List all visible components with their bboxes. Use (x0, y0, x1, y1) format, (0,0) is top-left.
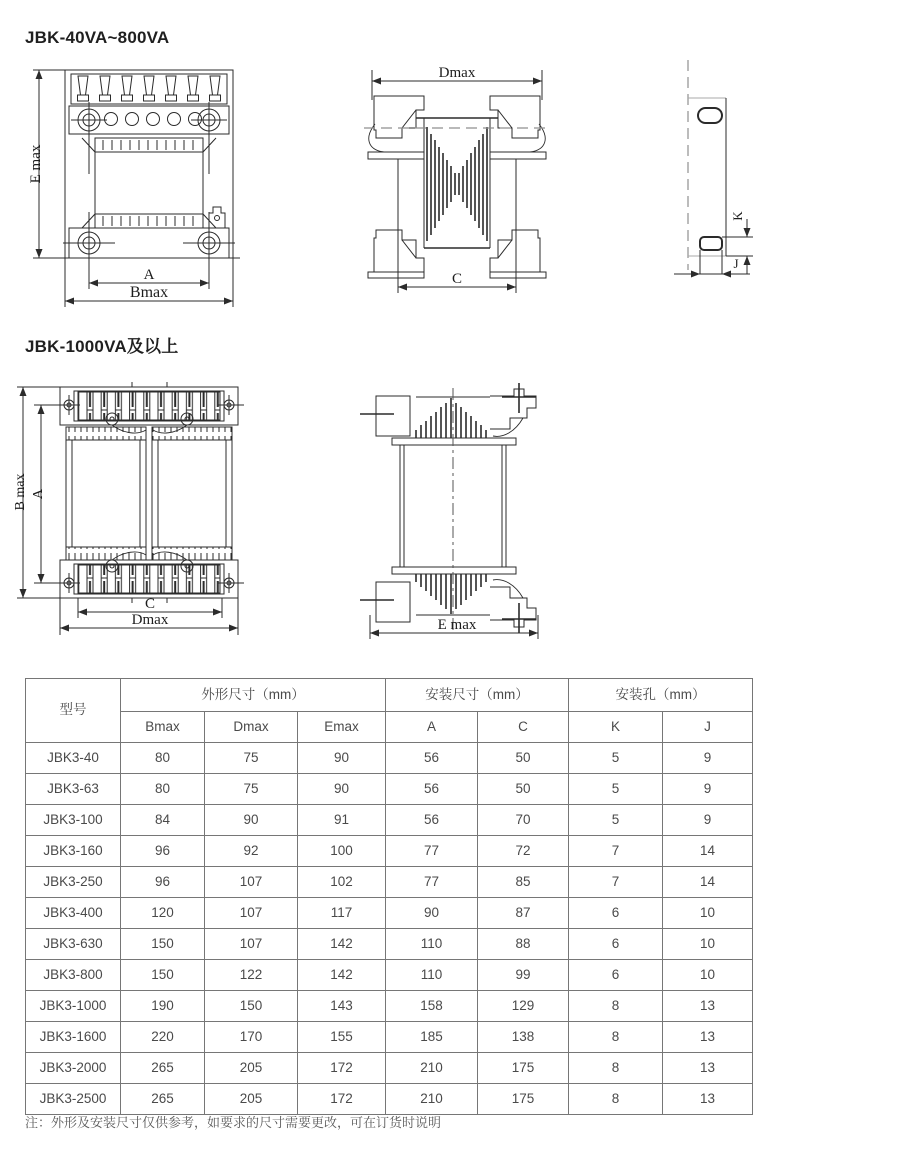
value-cell: 70 (478, 805, 569, 836)
value-cell: 6 (569, 929, 663, 960)
clamp-bracket (490, 587, 536, 627)
value-cell: 158 (386, 991, 478, 1022)
value-cell: 138 (478, 1022, 569, 1053)
value-cell: 170 (205, 1022, 298, 1053)
dim-label-dmax: Dmax (131, 612, 169, 628)
model-cell: JBK3-160 (26, 836, 121, 867)
value-cell: 14 (663, 867, 753, 898)
col-bmax: Bmax (121, 712, 205, 743)
table-row (26, 1053, 753, 1084)
core-clamp (490, 230, 540, 272)
drawing-front-view-small (25, 62, 240, 310)
value-cell: 265 (121, 1084, 205, 1115)
value-cell: 85 (478, 867, 569, 898)
drawing-side-view-large (356, 382, 551, 642)
spec-table (25, 678, 753, 1115)
dim-label-j: J (733, 256, 739, 271)
value-cell: 205 (205, 1053, 298, 1084)
value-cell: 13 (663, 1084, 753, 1115)
table-row (26, 805, 753, 836)
value-cell: 90 (205, 805, 298, 836)
value-cell: 56 (386, 743, 478, 774)
dim-label-emax: E max (28, 144, 44, 184)
value-cell: 91 (298, 805, 386, 836)
value-cell: 100 (298, 836, 386, 867)
coil-winding-hatch (416, 574, 486, 614)
value-cell: 210 (386, 1084, 478, 1115)
value-cell: 110 (386, 960, 478, 991)
spec-table-body (26, 743, 753, 1115)
value-cell: 96 (121, 867, 205, 898)
model-cell: JBK3-1600 (26, 1022, 121, 1053)
section-title-large-range: JBK-1000VA及以上 (25, 337, 179, 356)
value-cell: 56 (386, 805, 478, 836)
dim-label-c: C (144, 596, 156, 612)
value-cell: 72 (478, 836, 569, 867)
value-cell: 6 (569, 898, 663, 929)
terminal-posts (78, 392, 220, 420)
model-cell: JBK3-2000 (26, 1053, 121, 1084)
spec-table-head (26, 679, 753, 743)
table-row (26, 743, 753, 774)
table-row (26, 898, 753, 929)
coil-winding-hatch (416, 398, 486, 438)
value-cell: 6 (569, 960, 663, 991)
value-cell: 205 (205, 1084, 298, 1115)
value-cell: 142 (298, 960, 386, 991)
value-cell: 220 (121, 1022, 205, 1053)
value-cell: 10 (663, 960, 753, 991)
table-row (26, 1022, 753, 1053)
terminal-pins (78, 76, 221, 101)
value-cell: 13 (663, 1053, 753, 1084)
value-cell: 50 (478, 774, 569, 805)
table-row (26, 1084, 753, 1115)
clamp-block (376, 396, 410, 436)
value-cell: 102 (298, 867, 386, 898)
clamp-block (376, 582, 410, 622)
value-cell: 9 (663, 743, 753, 774)
table-row (26, 867, 753, 898)
value-cell: 142 (298, 929, 386, 960)
header-model: 型号 (26, 679, 121, 743)
value-cell: 77 (386, 867, 478, 898)
table-row (26, 929, 753, 960)
dim-label-bmax: Bmax (129, 284, 169, 301)
value-cell: 129 (478, 991, 569, 1022)
value-cell: 150 (121, 929, 205, 960)
table-row (26, 991, 753, 1022)
table-row (26, 836, 753, 867)
drawing-side-view-small (362, 66, 552, 298)
value-cell: 80 (121, 743, 205, 774)
col-dmax: Dmax (205, 712, 298, 743)
value-cell: 99 (478, 960, 569, 991)
value-cell: 150 (121, 960, 205, 991)
value-cell: 185 (386, 1022, 478, 1053)
value-cell: 210 (386, 1053, 478, 1084)
footnote: 注：外形及安装尺寸仅供参考，如要求的尺寸需要更改，可在订货时说明 (25, 1115, 442, 1130)
col-k: K (569, 712, 663, 743)
value-cell: 150 (205, 991, 298, 1022)
value-cell: 10 (663, 898, 753, 929)
value-cell: 13 (663, 1022, 753, 1053)
drawing-front-view-large (12, 382, 252, 642)
header-hole-dims: 安装孔（mm） (569, 679, 753, 712)
model-cell: JBK3-630 (26, 929, 121, 960)
dim-label-k: K (730, 211, 745, 221)
col-j: J (663, 712, 753, 743)
value-cell: 7 (569, 836, 663, 867)
value-cell: 13 (663, 991, 753, 1022)
value-cell: 75 (205, 774, 298, 805)
coil-body (152, 427, 232, 560)
value-cell: 8 (569, 1053, 663, 1084)
drawing-mount-profile (660, 58, 765, 293)
value-cell: 92 (205, 836, 298, 867)
dim-label-a: A (143, 267, 155, 283)
core-clamp (374, 96, 424, 138)
value-cell: 5 (569, 805, 663, 836)
model-cell: JBK3-2500 (26, 1084, 121, 1115)
value-cell: 80 (121, 774, 205, 805)
mounting-slot (700, 237, 722, 250)
value-cell: 7 (569, 867, 663, 898)
value-cell: 14 (663, 836, 753, 867)
model-cell: JBK3-400 (26, 898, 121, 929)
dim-label-bmax: B max (13, 473, 28, 511)
table-row (26, 960, 753, 991)
model-cell: JBK3-1000 (26, 991, 121, 1022)
col-emax: Emax (298, 712, 386, 743)
value-cell: 172 (298, 1053, 386, 1084)
model-cell: JBK3-63 (26, 774, 121, 805)
model-cell: JBK3-100 (26, 805, 121, 836)
value-cell: 50 (478, 743, 569, 774)
dim-label-c: C (451, 271, 463, 287)
value-cell: 155 (298, 1022, 386, 1053)
value-cell: 56 (386, 774, 478, 805)
value-cell: 75 (205, 743, 298, 774)
dim-label-dmax: Dmax (438, 66, 476, 81)
value-cell: 107 (205, 929, 298, 960)
coil-winding-hatch (427, 127, 487, 241)
clamp-bracket (490, 389, 536, 429)
header-outline-dims: 外形尺寸（mm） (121, 679, 386, 712)
value-cell: 90 (386, 898, 478, 929)
section-title-small-range: JBK-40VA~800VA (25, 28, 170, 47)
value-cell: 5 (569, 774, 663, 805)
value-cell: 77 (386, 836, 478, 867)
value-cell: 96 (121, 836, 205, 867)
value-cell: 120 (121, 898, 205, 929)
dim-label-a: A (31, 488, 46, 500)
value-cell: 175 (478, 1053, 569, 1084)
core-clamp (490, 96, 540, 138)
bracket-tab (209, 207, 225, 228)
value-cell: 9 (663, 805, 753, 836)
col-a: A (386, 712, 478, 743)
value-cell: 8 (569, 991, 663, 1022)
model-cell: JBK3-40 (26, 743, 121, 774)
value-cell: 84 (121, 805, 205, 836)
value-cell: 175 (478, 1084, 569, 1115)
value-cell: 90 (298, 743, 386, 774)
value-cell: 107 (205, 867, 298, 898)
value-cell: 117 (298, 898, 386, 929)
terminal-posts (78, 565, 220, 593)
value-cell: 88 (478, 929, 569, 960)
value-cell: 172 (298, 1084, 386, 1115)
value-cell: 10 (663, 929, 753, 960)
value-cell: 8 (569, 1022, 663, 1053)
value-cell: 87 (478, 898, 569, 929)
col-c: C (478, 712, 569, 743)
coil-body (66, 427, 146, 560)
table-row (26, 774, 753, 805)
value-cell: 110 (386, 929, 478, 960)
core-clamp (374, 230, 424, 272)
value-cell: 122 (205, 960, 298, 991)
dim-label-emax: E max (437, 617, 477, 633)
value-cell: 143 (298, 991, 386, 1022)
value-cell: 9 (663, 774, 753, 805)
header-mount-dims: 安装尺寸（mm） (386, 679, 569, 712)
value-cell: 107 (205, 898, 298, 929)
value-cell: 90 (298, 774, 386, 805)
mounting-slot (698, 108, 722, 123)
value-cell: 5 (569, 743, 663, 774)
model-cell: JBK3-250 (26, 867, 121, 898)
value-cell: 190 (121, 991, 205, 1022)
value-cell: 265 (121, 1053, 205, 1084)
value-cell: 8 (569, 1084, 663, 1115)
model-cell: JBK3-800 (26, 960, 121, 991)
